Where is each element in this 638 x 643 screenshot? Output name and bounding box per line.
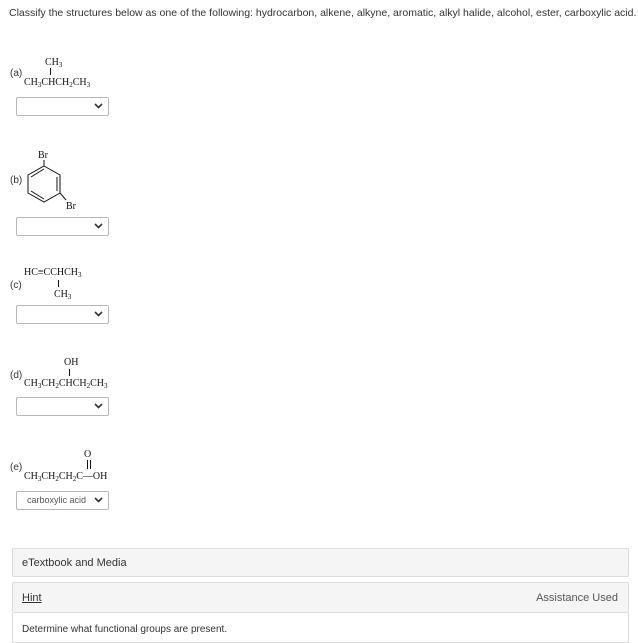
structure-a-chain: $CH_3CHCH_2CH_3$ (24, 77, 91, 89)
chevron-down-icon (94, 403, 103, 409)
assistance-used-label: Assistance Used (536, 592, 618, 604)
benzene-ring-icon (24, 160, 70, 210)
classification-select-b[interactable] (16, 217, 109, 236)
classification-select-d[interactable] (16, 397, 109, 416)
classification-select-c[interactable] (16, 305, 109, 324)
etextbook-media-panel[interactable] (12, 548, 629, 577)
structure-c-chain: $HC\equiv CCHCH_3$ (24, 267, 82, 279)
bond-line (58, 280, 59, 287)
part-label-a: (a) (10, 68, 23, 79)
chevron-down-icon (94, 103, 103, 109)
structure-e-chain: $CH_3CH_2CH_2C—OH$ (24, 471, 108, 483)
hint-panel-body (12, 613, 629, 643)
structure-b-bromo-1: Br (38, 150, 48, 161)
part-label-d: (d) (10, 370, 23, 381)
structure-e-carbonyl-o: O (84, 449, 92, 460)
hint-text: Determine what functional groups are present. (22, 624, 228, 635)
structure-c-methyl: $CH_3$ (54, 289, 72, 301)
question-text: Classify the structures below as one of the following: hydrocarbon, alkene, alkyne, aromatic, alkyl halide, alcohol, ester, carboxylic acid. (9, 7, 637, 19)
hint-panel-header (12, 582, 629, 613)
part-label-c: (c) (10, 280, 22, 291)
chevron-down-icon (94, 223, 103, 229)
structure-a-methyl: $CH_3$ (45, 57, 63, 69)
hint-link[interactable]: Hint (22, 592, 42, 604)
etextbook-media-link[interactable]: eTextbook and Media (22, 557, 127, 569)
double-bond-line (87, 460, 88, 469)
part-label-b: (b) (10, 175, 23, 186)
classification-select-e[interactable] (16, 491, 109, 510)
structure-d-hydroxyl: OH (64, 357, 79, 368)
selected-value: carboxylic acid (27, 495, 87, 505)
structure-d-chain: $CH_3CH_2CHCH_2CH_3$ (24, 378, 108, 390)
classification-select-a[interactable] (16, 97, 109, 116)
chevron-down-icon (94, 497, 103, 503)
bond-line (50, 68, 51, 75)
chevron-down-icon (94, 311, 103, 317)
double-bond-line (90, 460, 91, 469)
bond-line (69, 369, 70, 376)
structure-b-bromo-2: Br (66, 201, 76, 212)
part-label-e: (e) (10, 462, 23, 473)
